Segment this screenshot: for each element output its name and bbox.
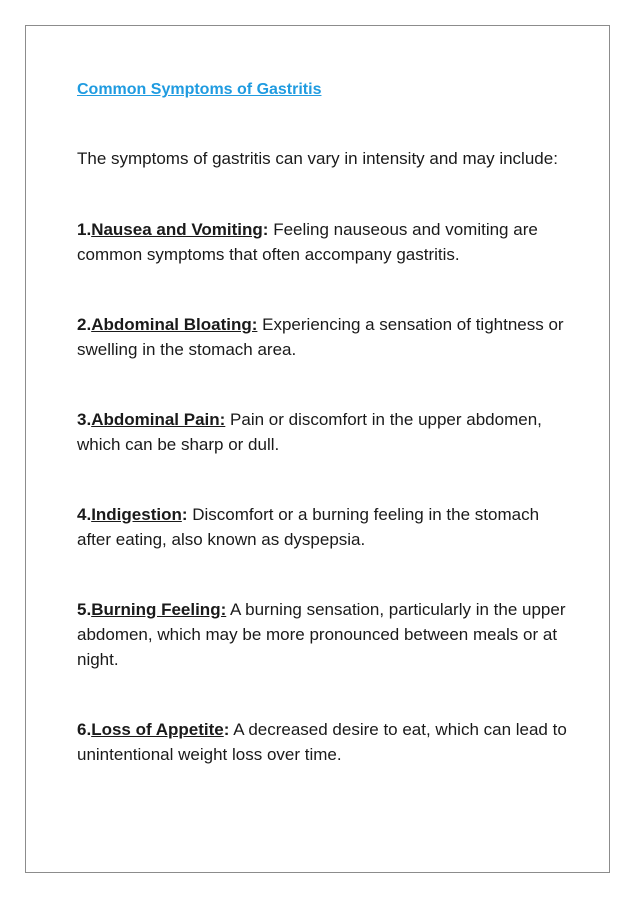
symptom-number: 6. bbox=[77, 720, 92, 739]
symptom-item-pain bbox=[77, 407, 572, 457]
symptom-separator: : bbox=[181, 505, 188, 524]
symptom-item-appetite bbox=[77, 717, 572, 767]
symptom-description: Pain or discomfort in the upper abdomen, which can be sharp or dull. bbox=[77, 410, 542, 454]
symptom-term: Indigestion bbox=[91, 505, 182, 524]
symptom-description: Experiencing a sensation of tightness or swelling in the stomach area. bbox=[77, 315, 564, 359]
symptom-description: Feeling nauseous and vomiting are common symptoms that often accompany gastritis. bbox=[77, 220, 538, 264]
symptom-term: Nausea and Vomiting bbox=[91, 220, 263, 239]
document-title: Common Symptoms of Gastritis bbox=[77, 81, 322, 98]
symptom-item-bloating bbox=[77, 312, 572, 362]
symptom-number: 3. bbox=[77, 410, 92, 429]
symptom-item-nausea bbox=[77, 217, 572, 267]
intro-paragraph: The symptoms of gastritis can vary in intensity and may include: bbox=[77, 149, 558, 168]
symptom-term: Abdominal Pain: bbox=[91, 410, 226, 429]
symptom-number: 2. bbox=[77, 315, 92, 334]
symptom-description: Discomfort or a burning feeling in the stomach after eating, also known as dyspepsia. bbox=[77, 505, 540, 549]
symptom-number: 1. bbox=[77, 220, 92, 239]
symptom-separator: : bbox=[223, 720, 230, 739]
symptom-separator: : bbox=[262, 220, 269, 239]
symptom-number: 4. bbox=[77, 505, 92, 524]
symptom-term: Burning Feeling: bbox=[91, 600, 227, 619]
symptom-description: A burning sensation, particularly in the upper abdomen, which may be more pronounced between meals or at night. bbox=[77, 600, 566, 669]
symptom-description: A decreased desire to eat, which can lead to unintentional weight loss over time. bbox=[77, 720, 567, 764]
symptom-item-burning bbox=[77, 597, 572, 672]
symptom-term: Loss of Appetite bbox=[91, 720, 224, 739]
symptom-number: 5. bbox=[77, 600, 92, 619]
symptom-item-indigestion bbox=[77, 502, 572, 552]
document-body bbox=[77, 78, 572, 767]
symptom-term: Abdominal Bloating: bbox=[91, 315, 258, 334]
